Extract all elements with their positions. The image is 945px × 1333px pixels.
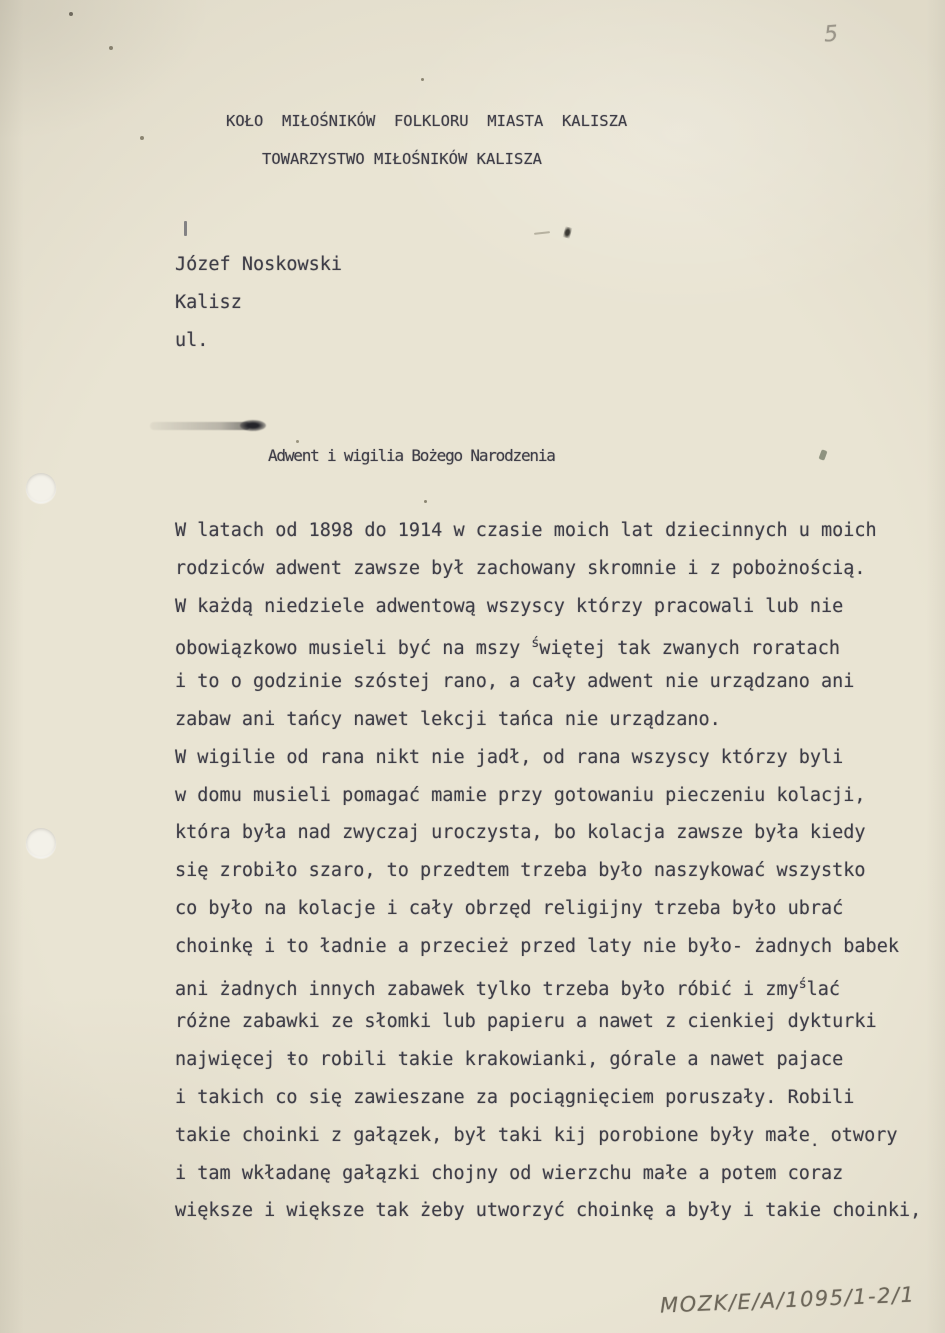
body-line: i tam wkładanę gałązki chojny od wierzchu małe a potem coraz	[175, 1162, 844, 1184]
ink-smudge	[150, 422, 250, 430]
body-line: rodziców adwent zawsze był zachowany skromnie i z pobożnością.	[175, 557, 866, 579]
catalog-number: MOZK/E/A/1095/1-2/1	[659, 1282, 916, 1318]
paper-speck	[421, 78, 424, 81]
paper-speck	[296, 440, 299, 443]
author-city: Kalisz	[175, 292, 242, 313]
body-line: obowiązkowo musieli być na mszy $^ś$więtej tak zwanych roratach	[175, 636, 840, 660]
author-name: Józef Noskowski	[175, 254, 343, 275]
body-line: ani żadnych innych zabawek tylko trzeba było róbić i zmy$^ś$lać	[175, 976, 840, 1000]
document-title: Adwent i wigilia Bożego Narodzenia	[268, 446, 555, 465]
body-line: W wigilie od rana nikt nie jadł, od rana wszyscy którzy byli	[175, 746, 844, 768]
body-line: i takich co się zawieszane za pociągnięciem poruszały. Robili	[175, 1086, 855, 1108]
paper-speck	[140, 136, 144, 140]
body-line: choinkę i to ładnie a przecież przed laty nie było- żadnych babek	[175, 935, 899, 957]
body-line: w domu musieli pomagać mamie przy gotowaniu pieczeniu kolacji,	[175, 784, 866, 806]
header-organization-line1: KOŁO MIŁOŚNIKÓW FOLKLORU MIASTA KALISZA	[226, 112, 628, 130]
author-street-label: ul.	[175, 330, 209, 351]
stray-apostrophe-mark	[818, 449, 827, 460]
punch-hole-top	[26, 473, 56, 503]
body-line: najwięcej ŧo robili takie krakowianki, górale a nawet pajace	[175, 1049, 844, 1071]
pencil-dash	[534, 231, 550, 235]
body-line: się zrobiło szaro, to przedtem trzeba było naszykować wszystko	[175, 860, 866, 882]
body-line: W latach od 1898 do 1914 w czasie moich lat dziecinnych u moich	[175, 520, 877, 541]
body-line: zabaw ani tańcy nawet lekcji tańca nie urządzano.	[175, 708, 721, 730]
body-line: większe i większe tak żeby utworzyć choinkę a były i takie choinki,	[175, 1200, 922, 1222]
paper-speck	[69, 12, 73, 16]
body-line: i to o godzinie szóstej rano, a cały adwent nie urządzano ani	[175, 671, 855, 693]
body-line: która była nad zwyczaj uroczysta, bo kolacja zawsze była kiedy	[175, 822, 866, 844]
paper-speck	[424, 500, 427, 503]
body-line: co było na kolacje i cały obrzęd religijny trzeba było ubrać	[175, 897, 844, 919]
ink-smudge-blob	[240, 420, 266, 431]
header-organization-line2: TOWARZYSTWO MIŁOŚNIKÓW KALISZA	[262, 150, 542, 168]
body-line: takie choinki z gałązek, był taki kij porobione były małe. otwory	[175, 1124, 898, 1150]
body-line: różne zabawki ze słomki lub papieru a nawet z cienkiej dykturki	[175, 1011, 877, 1033]
pencil-fleck	[563, 226, 573, 238]
punch-hole-bottom	[26, 828, 56, 858]
handwritten-page-number: 5	[823, 21, 839, 48]
document-body	[175, 512, 935, 1230]
stray-typed-tick	[184, 221, 187, 236]
body-line: W każdą niedziele adwentową wszyscy którzy pracowali lub nie	[175, 595, 844, 617]
paper-speck	[109, 46, 113, 50]
